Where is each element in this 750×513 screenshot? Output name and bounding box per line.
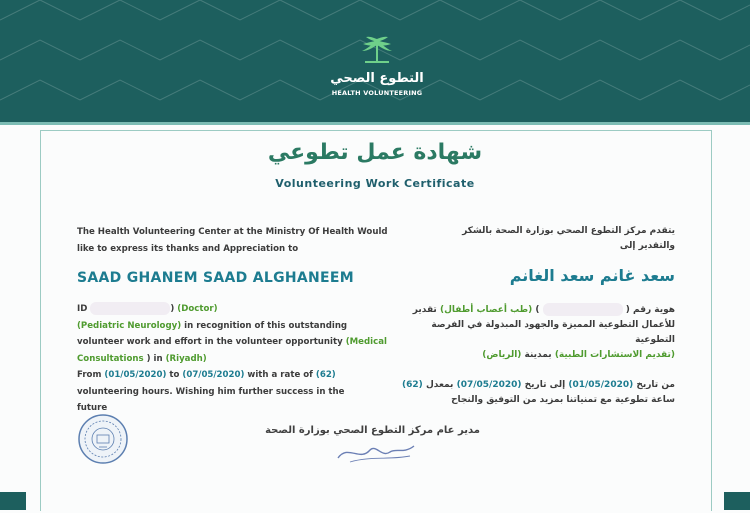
hours-english: (62) [315, 370, 336, 380]
ministry-seal-icon [77, 413, 129, 465]
date-from-english: (01/05/2020) [104, 370, 167, 380]
intro-arabic [375, 224, 675, 254]
specialty-english: (Pediatric Neurology) [77, 320, 182, 331]
appreciation-arabic: تقدير [412, 305, 437, 315]
recognition-text: in recognition of this outstanding [181, 320, 348, 331]
redacted-id [90, 302, 170, 315]
certificate-header [0, 0, 750, 130]
recipient-name-arabic: سعد غانم سعد الغانم [509, 266, 675, 285]
date-to-arabic: (07/05/2020) [456, 380, 522, 390]
intro-arabic-line-1: يتقدم مركز التطوع الصحي بوزارة الصحة بالشكر [462, 226, 675, 236]
date-from-arabic: (01/05/2020) [568, 380, 634, 390]
details-arabic-line-3: التطوعية [635, 335, 675, 345]
details-arabic-line-2: للأعمال التطوعية المميزة والجهود المبذولة في الفرصة [431, 320, 675, 330]
id-label: ID [77, 304, 88, 314]
corner-ornament-right [724, 492, 750, 510]
opportunity-name-2: Consultations [77, 353, 144, 364]
city-english: (Riyadh) [165, 353, 207, 364]
details-english-line-2 [77, 318, 387, 335]
details-english-line-5 [77, 367, 387, 384]
details-arabic-line-1 [375, 303, 675, 318]
rate-text: with a rate of [247, 370, 313, 380]
intro-english [77, 224, 397, 257]
details-arabic-line-4 [375, 348, 675, 363]
hours-arabic: (62) [402, 380, 423, 390]
recipient-name-english: SAAD GHANEM SAAD ALGHANEEM [77, 270, 354, 286]
redacted-id-arabic [543, 303, 623, 316]
city-arabic: (الرياض) [482, 350, 522, 360]
intro-english-line-1: The Health Volunteering Center at the Ministry Of Health Would [77, 227, 388, 237]
opportunity-text: volunteer work and effort in the volunteer opportunity [77, 337, 343, 347]
details-english-line-3 [77, 334, 387, 351]
details-english [77, 301, 387, 417]
signer-title-arabic: مدير عام مركز التطوع الصحي بوزارة الصحة [265, 425, 480, 436]
details-english-line-4 [77, 351, 387, 368]
id-label-arabic: هوية رقم ( [625, 305, 675, 315]
details-arabic [375, 303, 675, 408]
id-close-arabic: ) [535, 305, 540, 315]
signature-icon [330, 436, 420, 466]
details-english-line-6: volunteering hours. Wishing him further success in the [77, 386, 345, 397]
health-volunteering-logo [322, 36, 432, 100]
specialty-arabic: (طب أعصاب أطفال) [439, 305, 533, 315]
corner-ornament-left [0, 492, 26, 510]
details-english-line-1 [77, 301, 387, 318]
from-arabic: من تاريخ [636, 380, 675, 390]
logo-arabic-text: التطوع الصحي [330, 71, 424, 86]
palm-swords-icon [357, 36, 397, 70]
to-text: to [169, 370, 180, 380]
to-arabic: إلى تاريخ [524, 380, 566, 390]
details-arabic-line-6: ساعة تطوعية مع تمنياتنا بمزيد من التوفيق والنجاح [451, 395, 675, 405]
doctor-title: (Doctor) [177, 304, 218, 314]
city-prefix-arabic: بمدينة [524, 350, 552, 360]
details-arabic-line-5 [375, 378, 675, 393]
from-text: From [77, 370, 102, 380]
id-suffix: ) [170, 304, 175, 314]
certificate-title-arabic: شهادة عمل تطوعي [267, 140, 483, 165]
opportunity-name-1: (Medical [345, 337, 387, 347]
logo-english-text: HEALTH VOLUNTEERING [331, 89, 423, 97]
details-english-line-7: future [77, 403, 108, 413]
certificate-title-english: Volunteering Work Certificate [275, 177, 475, 190]
in-text: ) in [146, 353, 163, 364]
date-to-english: (07/05/2020) [182, 370, 245, 380]
rate-arabic: بمعدل [425, 380, 454, 390]
intro-arabic-line-2: والتقدير إلى [619, 241, 675, 251]
opportunity-arabic: (تقديم الاستشارات الطبية) [554, 350, 675, 360]
intro-english-line-2: like to express its thanks and Appreciation to [77, 243, 299, 254]
